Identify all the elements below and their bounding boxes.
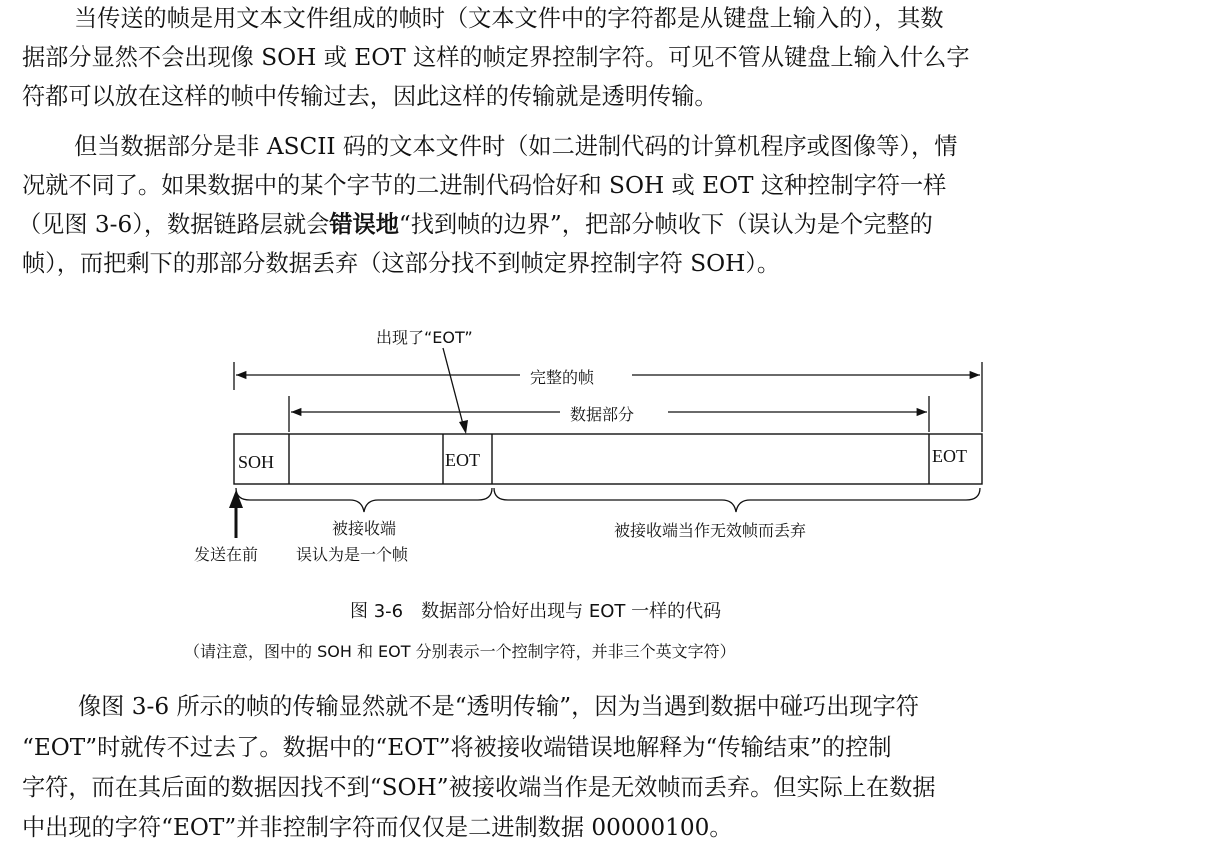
brace-right [494,488,980,512]
para2-line-3-b: “找到帧的边界”，把部分帧收下（误认为是个完整的 [398,211,933,238]
para3-line-1: 像图 3-6 所示的帧的传输显然就不是“透明传输”，因为当遇到数据中碰巧出现字符 [78,693,919,720]
para3-line-2: “EOT”时就传不过去了。数据中的“EOT”将被接收端错误地解释为“传输结束”的控制 [22,734,892,761]
para2-line-1: 但当数据部分是非 ASCII 码的文本文件时（如二进制代码的计算机程序或图像等），情 [74,133,958,160]
send-first-label: 发送在前 [194,545,259,564]
receiver-label: 被接收端 [332,519,397,538]
para3-line-3: 字符，而在其后面的数据因找不到“SOH”被接收端当作是无效帧而丢弃。但实际上在数据 [22,774,936,801]
para1-line-2: 据部分显然不会出现像 SOH 或 EOT 这样的帧定界控制字符。可见不管从键盘上输入什么字 [22,44,970,71]
soh-box-label: SOH [238,452,275,472]
eot-mid-box-label: EOT [445,450,480,470]
figure-note: （请注意，图中的 SOH 和 EOT 分别表示一个控制字符，并非三个英文字符） [184,642,736,661]
para2-line-3-a: （见图 3-6），数据链路层就会 [18,211,330,238]
full-frame-label: 完整的帧 [530,368,595,387]
brace-left [236,488,492,512]
eot-callout-arrow [443,348,468,434]
eot-end-box-label: EOT [932,446,967,466]
frame-boxes [234,434,982,484]
para2-line-2: 况就不同了。如果数据中的某个字节的二进制代码恰好和 SOH 或 EOT 这种控制字符一样 [22,172,947,199]
eot-callout-label: 出现了“EOT” [376,328,473,347]
para1-line-3: 符都可以放在这样的帧中传输过去，因此这样的传输就是透明传输。 [22,83,718,110]
para2-line-4: 帧），而把剩下的那部分数据丢弃（这部分找不到帧定界控制字符 SOH）。 [22,250,781,277]
discarded-label: 被接收端当作无效帧而丢弃 [614,521,807,540]
data-part-label: 数据部分 [570,405,635,424]
emphasis-wrongly: 错误地 [329,211,399,238]
para3-line-4: 中出现的字符“EOT”并非控制字符而仅仅是二进制数据 00000100。 [22,814,733,841]
mistaken-frame-label: 误认为是一个帧 [296,545,409,564]
figure-caption: 图 3-6 数据部分恰好出现与 EOT 一样的代码 [350,601,722,622]
para1-line-1: 当传送的帧是用文本文件组成的帧时（文本文件中的字符都是从键盘上输入的），其数 [74,5,944,32]
